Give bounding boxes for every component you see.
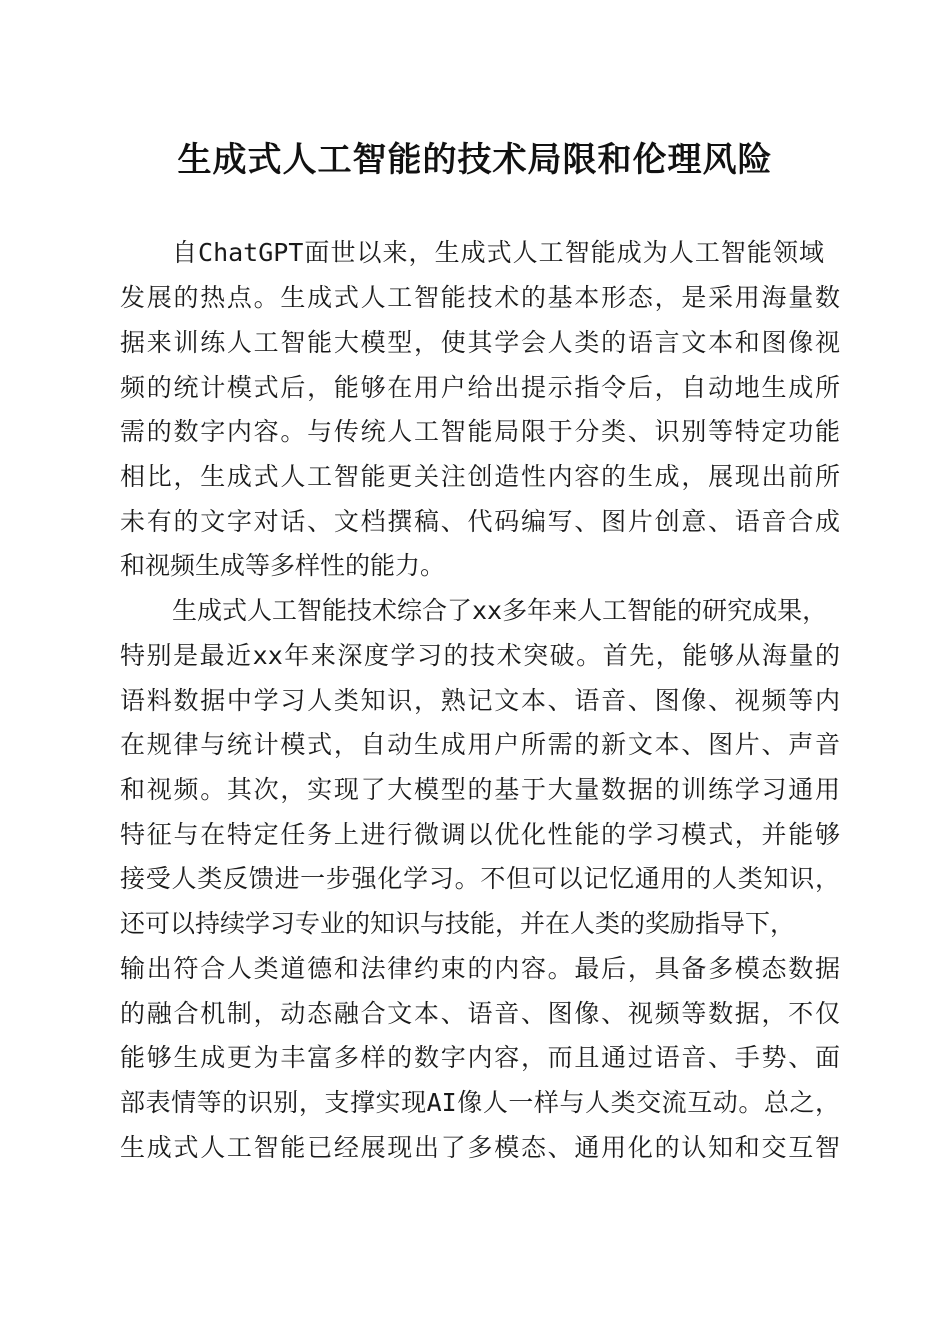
paragraph-2-line-12: 部表情等的识别，支撑实现AI像人一样与人类交流互动。总之， [120,1088,840,1117]
paragraph-2-line-6: 特征与在特定任务上进行微调以优化性能的学习模式，并能够 [120,820,840,849]
paragraph-1-line-5: 需的数字内容。与传统人工智能局限于分类、识别等特定功能 [120,417,840,446]
paragraph-1-line-2: 发展的热点。生成式人工智能技术的基本形态，是采用海量数 [120,283,840,312]
paragraph-2-line-10: 的融合机制，动态融合文本、语音、图像、视频等数据，不仅 [120,999,840,1028]
paragraph-2-line-9: 输出符合人类道德和法律约束的内容。最后，具备多模态数据 [120,954,840,983]
paragraph-2-line-2: 特别是最近xx年来深度学习的技术突破。首先，能够从海量的 [120,641,840,670]
paragraph-2-line-11: 能够生成更为丰富多样的数字内容，而且通过语音、手势、面 [120,1043,840,1072]
paragraph-1-line-7: 未有的文字对话、文档撰稿、代码编写、图片创意、语音合成 [120,507,840,536]
paragraph-2-line-3: 语料数据中学习人类知识，熟记文本、语音、图像、视频等内 [120,686,840,715]
paragraph-2-line-13: 生成式人工智能已经展现出了多模态、通用化的认知和交互智 [120,1133,840,1162]
paragraph-1-line-1: 自ChatGPT面世以来，生成式人工智能成为人工智能领域 [172,238,824,267]
document-title: 生成式人工智能的技术局限和伦理风险 [177,140,773,180]
paragraph-1-line-4: 频的统计模式后，能够在用户给出提示指令后，自动地生成所 [120,373,840,402]
paragraph-1-line-6: 相比，生成式人工智能更关注创造性内容的生成，展现出前所 [120,462,840,491]
paragraph-2-line-7: 接受人类反馈进一步强化学习。不但可以记忆通用的人类知识， [120,864,840,893]
paragraph-1-line-3: 据来训练人工智能大模型，使其学会人类的语言文本和图像视 [120,328,840,357]
paragraph-2-line-4: 在规律与统计模式，自动生成用户所需的新文本、图片、声音 [120,730,840,759]
paragraph-1-line-8: 和视频生成等多样性的能力。 [120,551,446,580]
paragraph-2-line-5: 和视频。其次，实现了大模型的基于大量数据的训练学习通用 [120,775,840,804]
paragraph-2-line-8: 还可以持续学习专业的知识与技能，并在人类的奖励指导下， [120,909,796,938]
paragraph-2-line-1: 生成式人工智能技术综合了xx多年来人工智能的研究成果， [172,596,828,625]
